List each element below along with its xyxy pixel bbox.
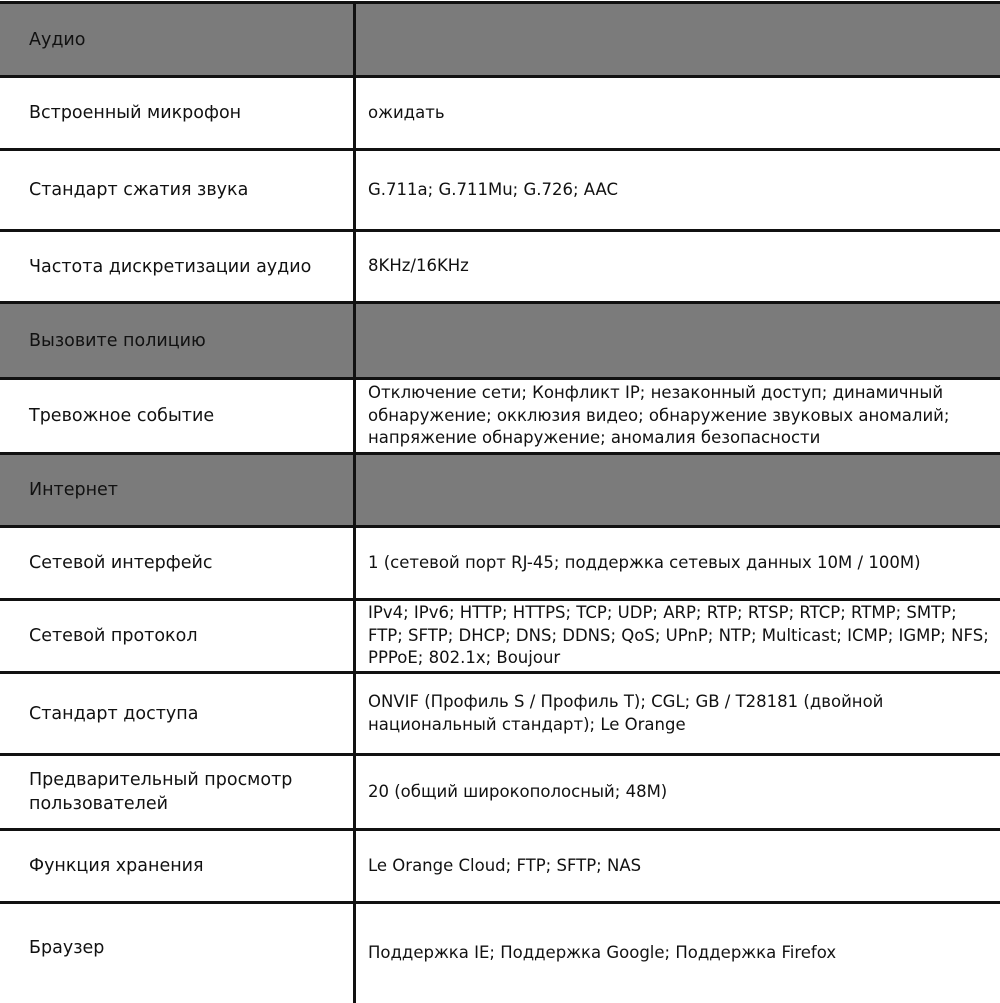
section-title: Аудио bbox=[0, 3, 355, 77]
table-row bbox=[0, 830, 1000, 903]
table-row bbox=[0, 527, 1000, 600]
section-value bbox=[355, 3, 1000, 77]
spec-key: Браузер bbox=[0, 903, 355, 1003]
table-row bbox=[0, 903, 1000, 1003]
section-value bbox=[355, 303, 1000, 379]
spec-key: Стандарт доступа bbox=[0, 673, 355, 755]
table-row bbox=[0, 755, 1000, 830]
spec-value: 20 (общий широкополосный; 48M) bbox=[355, 755, 1000, 830]
spec-key: Встроенный микрофон bbox=[0, 77, 355, 150]
section-title: Интернет bbox=[0, 454, 355, 527]
section-row-internet bbox=[0, 454, 1000, 527]
spec-key: Функция хранения bbox=[0, 830, 355, 903]
spec-value: ONVIF (Профиль S / Профиль T); CGL; GB / T28181 (двойной национальный стандарт); Le Orange bbox=[355, 673, 1000, 755]
section-row-audio bbox=[0, 3, 1000, 77]
table-row bbox=[0, 379, 1000, 454]
spec-value: Отключение сети; Конфликт IP; незаконный доступ; динамичный обнаружение; окклюзия видео; обнаружение звуковых аномалий; напряжение обнаружение; аномалия безопасности bbox=[355, 379, 1000, 454]
spec-key: Предварительный просмотр пользователей bbox=[0, 755, 355, 830]
spec-value: G.711a; G.711Mu; G.726; AAC bbox=[355, 150, 1000, 231]
spec-key: Сетевой интерфейс bbox=[0, 527, 355, 600]
section-title: Вызовите полицию bbox=[0, 303, 355, 379]
spec-value: 1 (сетевой порт RJ-45; поддержка сетевых данных 10M / 100M) bbox=[355, 527, 1000, 600]
spec-key: Сетевой протокол bbox=[0, 600, 355, 673]
spec-table bbox=[0, 1, 1000, 1003]
table-row bbox=[0, 77, 1000, 150]
spec-value: ожидать bbox=[355, 77, 1000, 150]
table-row bbox=[0, 231, 1000, 303]
spec-key: Частота дискретизации аудио bbox=[0, 231, 355, 303]
section-row-alarm bbox=[0, 303, 1000, 379]
section-value bbox=[355, 454, 1000, 527]
table-row bbox=[0, 150, 1000, 231]
table-row bbox=[0, 600, 1000, 673]
spec-value: 8KHz/16KHz bbox=[355, 231, 1000, 303]
spec-value: IPv4; IPv6; HTTP; HTTPS; TCP; UDP; ARP; RTP; RTSP; RTCP; RTMP; SMTP; FTP; SFTP; DHCP; DNS; DDNS; QoS; UPnP; NTP; Multicast; ICMP; IGMP; NFS; PPPoE; 802.1x; Boujour bbox=[355, 600, 1000, 673]
spec-value: Поддержка IE; Поддержка Google; Поддержка Firefox bbox=[355, 903, 1000, 1003]
spec-value: Le Orange Cloud; FTP; SFTP; NAS bbox=[355, 830, 1000, 903]
table-row bbox=[0, 673, 1000, 755]
spec-key: Стандарт сжатия звука bbox=[0, 150, 355, 231]
spec-key: Тревожное событие bbox=[0, 379, 355, 454]
